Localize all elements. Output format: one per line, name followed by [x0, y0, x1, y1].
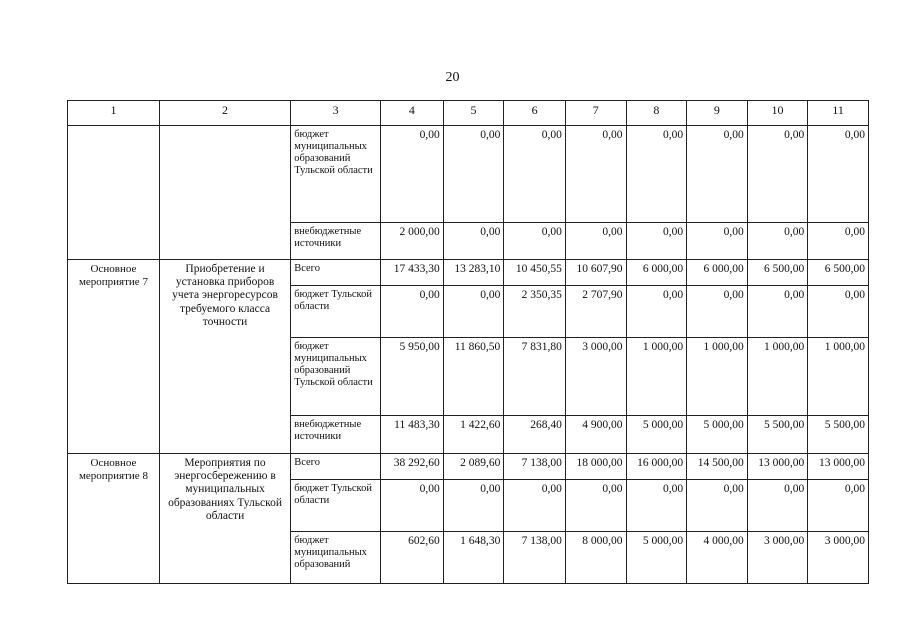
value-cell: 6 500,00	[808, 260, 869, 286]
value-cell: 0,00	[747, 223, 808, 260]
value-cell: 13 000,00	[747, 454, 808, 480]
value-cell: 0,00	[808, 223, 869, 260]
value-cell: 1 000,00	[747, 338, 808, 416]
description-cell: Приобретение и установка приборов учета энергоресурсов требуемого класса точности	[159, 260, 290, 454]
value-cell: 2 089,60	[443, 454, 504, 480]
value-cell: 0,00	[626, 223, 687, 260]
value-cell: 0,00	[504, 223, 566, 260]
value-cell: 2 350,35	[504, 286, 566, 338]
value-cell: 10 450,55	[504, 260, 566, 286]
value-cell: 0,00	[626, 480, 687, 532]
value-cell: 7 138,00	[504, 532, 566, 584]
value-cell: 6 000,00	[626, 260, 687, 286]
funding-source: бюджет муниципальных образований	[291, 532, 381, 584]
activity-cell: Основное мероприятие 7	[68, 260, 160, 454]
header-cell: 6	[504, 101, 566, 126]
table-row	[68, 260, 869, 286]
value-cell: 0,00	[626, 126, 687, 223]
value-cell: 5 000,00	[626, 416, 687, 454]
value-cell: 8 000,00	[565, 532, 626, 584]
value-cell: 1 422,60	[443, 416, 504, 454]
value-cell: 0,00	[687, 286, 748, 338]
header-cell: 2	[159, 101, 290, 126]
value-cell: 38 292,60	[381, 454, 444, 480]
value-cell: 11 860,50	[443, 338, 504, 416]
funding-source: Всего	[291, 260, 381, 286]
value-cell: 268,40	[504, 416, 566, 454]
value-cell: 10 607,90	[565, 260, 626, 286]
value-cell: 14 500,00	[687, 454, 748, 480]
table-row	[68, 454, 869, 480]
value-cell: 18 000,00	[565, 454, 626, 480]
funding-source: Всего	[291, 454, 381, 480]
value-cell: 0,00	[808, 286, 869, 338]
value-cell: 7 138,00	[504, 454, 566, 480]
value-cell: 11 483,30	[381, 416, 444, 454]
header-cell: 8	[626, 101, 687, 126]
value-cell: 0,00	[443, 286, 504, 338]
value-cell: 0,00	[443, 480, 504, 532]
value-cell: 3 000,00	[808, 532, 869, 584]
value-cell: 0,00	[747, 126, 808, 223]
header-cell: 7	[565, 101, 626, 126]
funding-source: бюджет муниципальных образований Тульской области	[291, 126, 381, 223]
value-cell: 1 000,00	[687, 338, 748, 416]
funding-source: внебюджетные источники	[291, 223, 381, 260]
header-row	[68, 101, 869, 126]
value-cell: 0,00	[443, 223, 504, 260]
value-cell: 4 000,00	[687, 532, 748, 584]
value-cell: 2 000,00	[381, 223, 444, 260]
value-cell: 4 900,00	[565, 416, 626, 454]
budget-table	[67, 100, 869, 584]
value-cell: 0,00	[565, 480, 626, 532]
value-cell: 0,00	[381, 286, 444, 338]
value-cell: 0,00	[687, 126, 748, 223]
header-cell: 1	[68, 101, 160, 126]
description-cell	[159, 126, 290, 260]
value-cell: 7 831,80	[504, 338, 566, 416]
activity-cell: Основное мероприятие 8	[68, 454, 160, 584]
header-cell: 3	[291, 101, 381, 126]
value-cell: 0,00	[565, 223, 626, 260]
value-cell: 5 000,00	[687, 416, 748, 454]
value-cell: 0,00	[381, 126, 444, 223]
value-cell: 0,00	[687, 480, 748, 532]
value-cell: 0,00	[687, 223, 748, 260]
value-cell: 602,60	[381, 532, 444, 584]
activity-cell	[68, 126, 160, 260]
header-cell: 10	[747, 101, 808, 126]
header-cell: 5	[443, 101, 504, 126]
funding-source: бюджет муниципальных образований Тульской области	[291, 338, 381, 416]
value-cell: 2 707,90	[565, 286, 626, 338]
value-cell: 17 433,30	[381, 260, 444, 286]
value-cell: 1 000,00	[808, 338, 869, 416]
funding-source: внебюджетные источники	[291, 416, 381, 454]
value-cell: 0,00	[808, 126, 869, 223]
value-cell: 0,00	[504, 480, 566, 532]
value-cell: 0,00	[443, 126, 504, 223]
description-cell: Мероприятия по энергосбережению в муниципальных образованиях Тульской области	[159, 454, 290, 584]
value-cell: 0,00	[747, 480, 808, 532]
value-cell: 5 500,00	[747, 416, 808, 454]
value-cell: 6 500,00	[747, 260, 808, 286]
value-cell: 0,00	[626, 286, 687, 338]
value-cell: 5 000,00	[626, 532, 687, 584]
value-cell: 0,00	[381, 480, 444, 532]
value-cell: 5 500,00	[808, 416, 869, 454]
value-cell: 16 000,00	[626, 454, 687, 480]
value-cell: 0,00	[747, 286, 808, 338]
value-cell: 6 000,00	[687, 260, 748, 286]
value-cell: 13 000,00	[808, 454, 869, 480]
page-number: 20	[445, 70, 460, 85]
header-cell: 4	[381, 101, 444, 126]
header-cell: 9	[687, 101, 748, 126]
value-cell: 0,00	[565, 126, 626, 223]
value-cell: 5 950,00	[381, 338, 444, 416]
value-cell: 1 648,30	[443, 532, 504, 584]
header-cell: 11	[808, 101, 869, 126]
funding-source: бюджет Тульской области	[291, 286, 381, 338]
funding-source: бюджет Тульской области	[291, 480, 381, 532]
value-cell: 0,00	[504, 126, 566, 223]
value-cell: 3 000,00	[747, 532, 808, 584]
value-cell: 13 283,10	[443, 260, 504, 286]
value-cell: 1 000,00	[626, 338, 687, 416]
table-row	[68, 126, 869, 223]
value-cell: 3 000,00	[565, 338, 626, 416]
value-cell: 0,00	[808, 480, 869, 532]
